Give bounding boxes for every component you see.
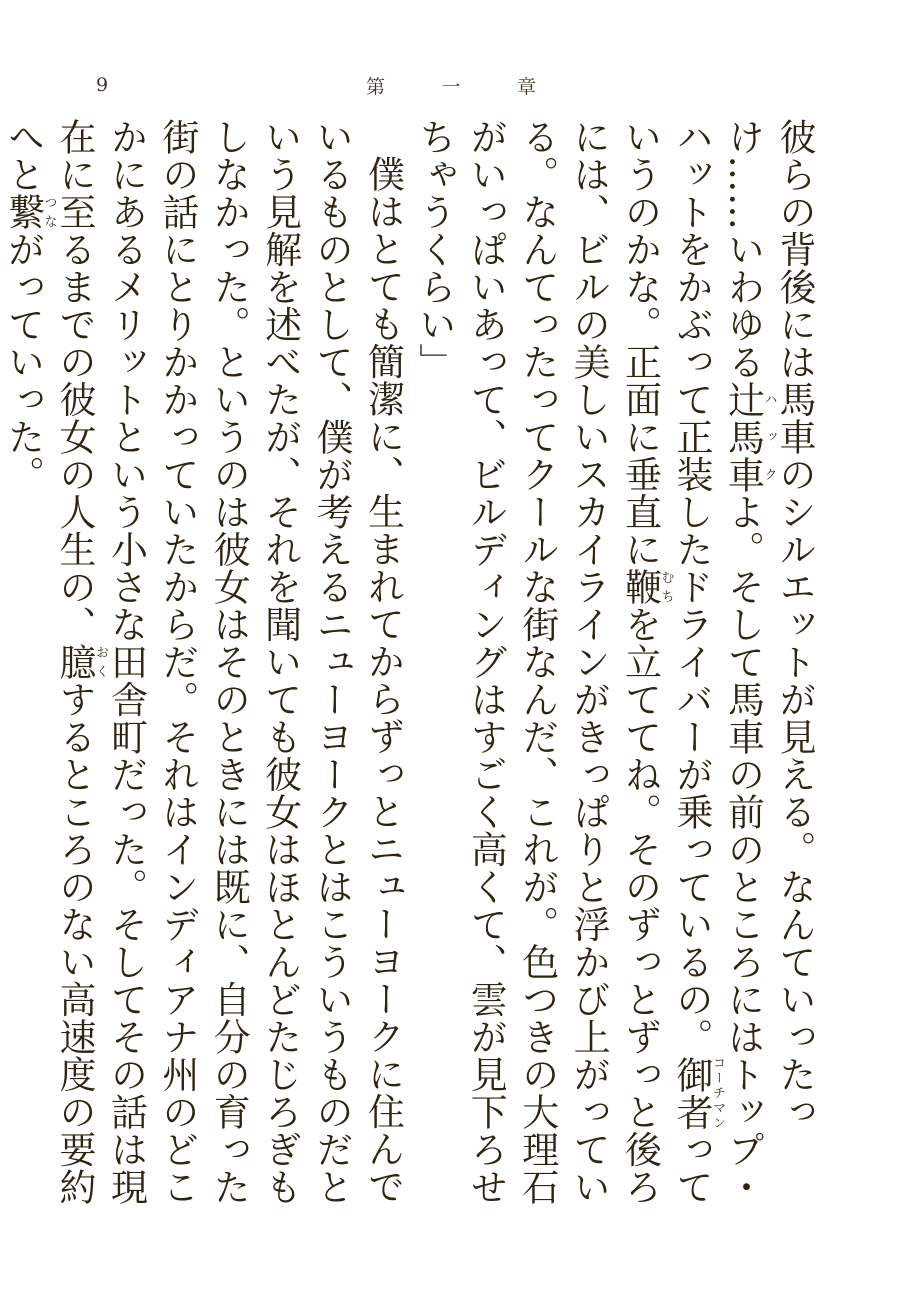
chapter-heading-char: 章	[516, 76, 536, 98]
chapter-heading-char: 一	[441, 76, 461, 98]
text-run: よ。そして馬車の前のところにはトップ・ハットをかぶって正装したドライバーが乗っているの。	[670, 118, 765, 1206]
ruby-word	[1, 193, 57, 231]
text-run: がっていった。	[1, 230, 45, 493]
text-run: するところのない高速度の要約へと	[1, 118, 96, 1206]
ruby-reading: おく	[92, 643, 108, 681]
chapter-heading	[366, 72, 536, 99]
ruby-base: 御者	[670, 1055, 713, 1131]
paragraph	[0, 118, 408, 1238]
ruby-reading: つな	[41, 193, 57, 231]
page-number: 9	[96, 74, 109, 96]
ruby-reading: コーチマン	[710, 1055, 725, 1131]
ruby-word	[52, 643, 108, 681]
body-text	[1, 118, 820, 1238]
ruby-base: 臆	[52, 643, 96, 681]
chapter-heading-char: 第	[366, 76, 386, 98]
text-run: を立ててね。そのずっとずっと後ろには、ビルの美しいスカイラインがきっぱりと浮かび上がっている。なんてったってクールな街なんだ、これが。色つきの大理石がいっぱいあって、ビルディングはすごく高くて、雲が見下ろせちゃうくらい」	[412, 118, 662, 1206]
ruby-reading: ハック	[761, 380, 777, 493]
text-run: 彼らの背後には馬車のシルエットが見える。なんていったっけ……いわゆる	[721, 118, 816, 1131]
text-run: っていうのかな。正面に垂直に	[618, 118, 713, 1206]
ruby-word	[721, 380, 777, 494]
ruby-base: 繋	[1, 193, 45, 231]
ruby-base: 辻馬車	[721, 380, 765, 493]
ruby-reading: むち	[658, 568, 674, 606]
text-run: 僕はとても簡潔に、生まれてからずっとニューヨークに住んでいるものとして、僕が考えるニューヨークとはこういうものだという見解を述べたが、それを聞いても彼女はほとんどたじろぎもしなかった。というのは彼女はそのときには既に、自分の育った街の話にとりかかっていたからだ。それはインディアナ州のどこかにあるメリットという小さな田舎町だった。そしてその話は現在に至るまでの彼女の人生の、	[52, 118, 405, 1206]
ruby-word	[618, 568, 674, 606]
paragraph	[408, 118, 820, 1238]
ruby-base: 鞭	[618, 568, 662, 606]
ruby-word	[670, 1055, 725, 1131]
